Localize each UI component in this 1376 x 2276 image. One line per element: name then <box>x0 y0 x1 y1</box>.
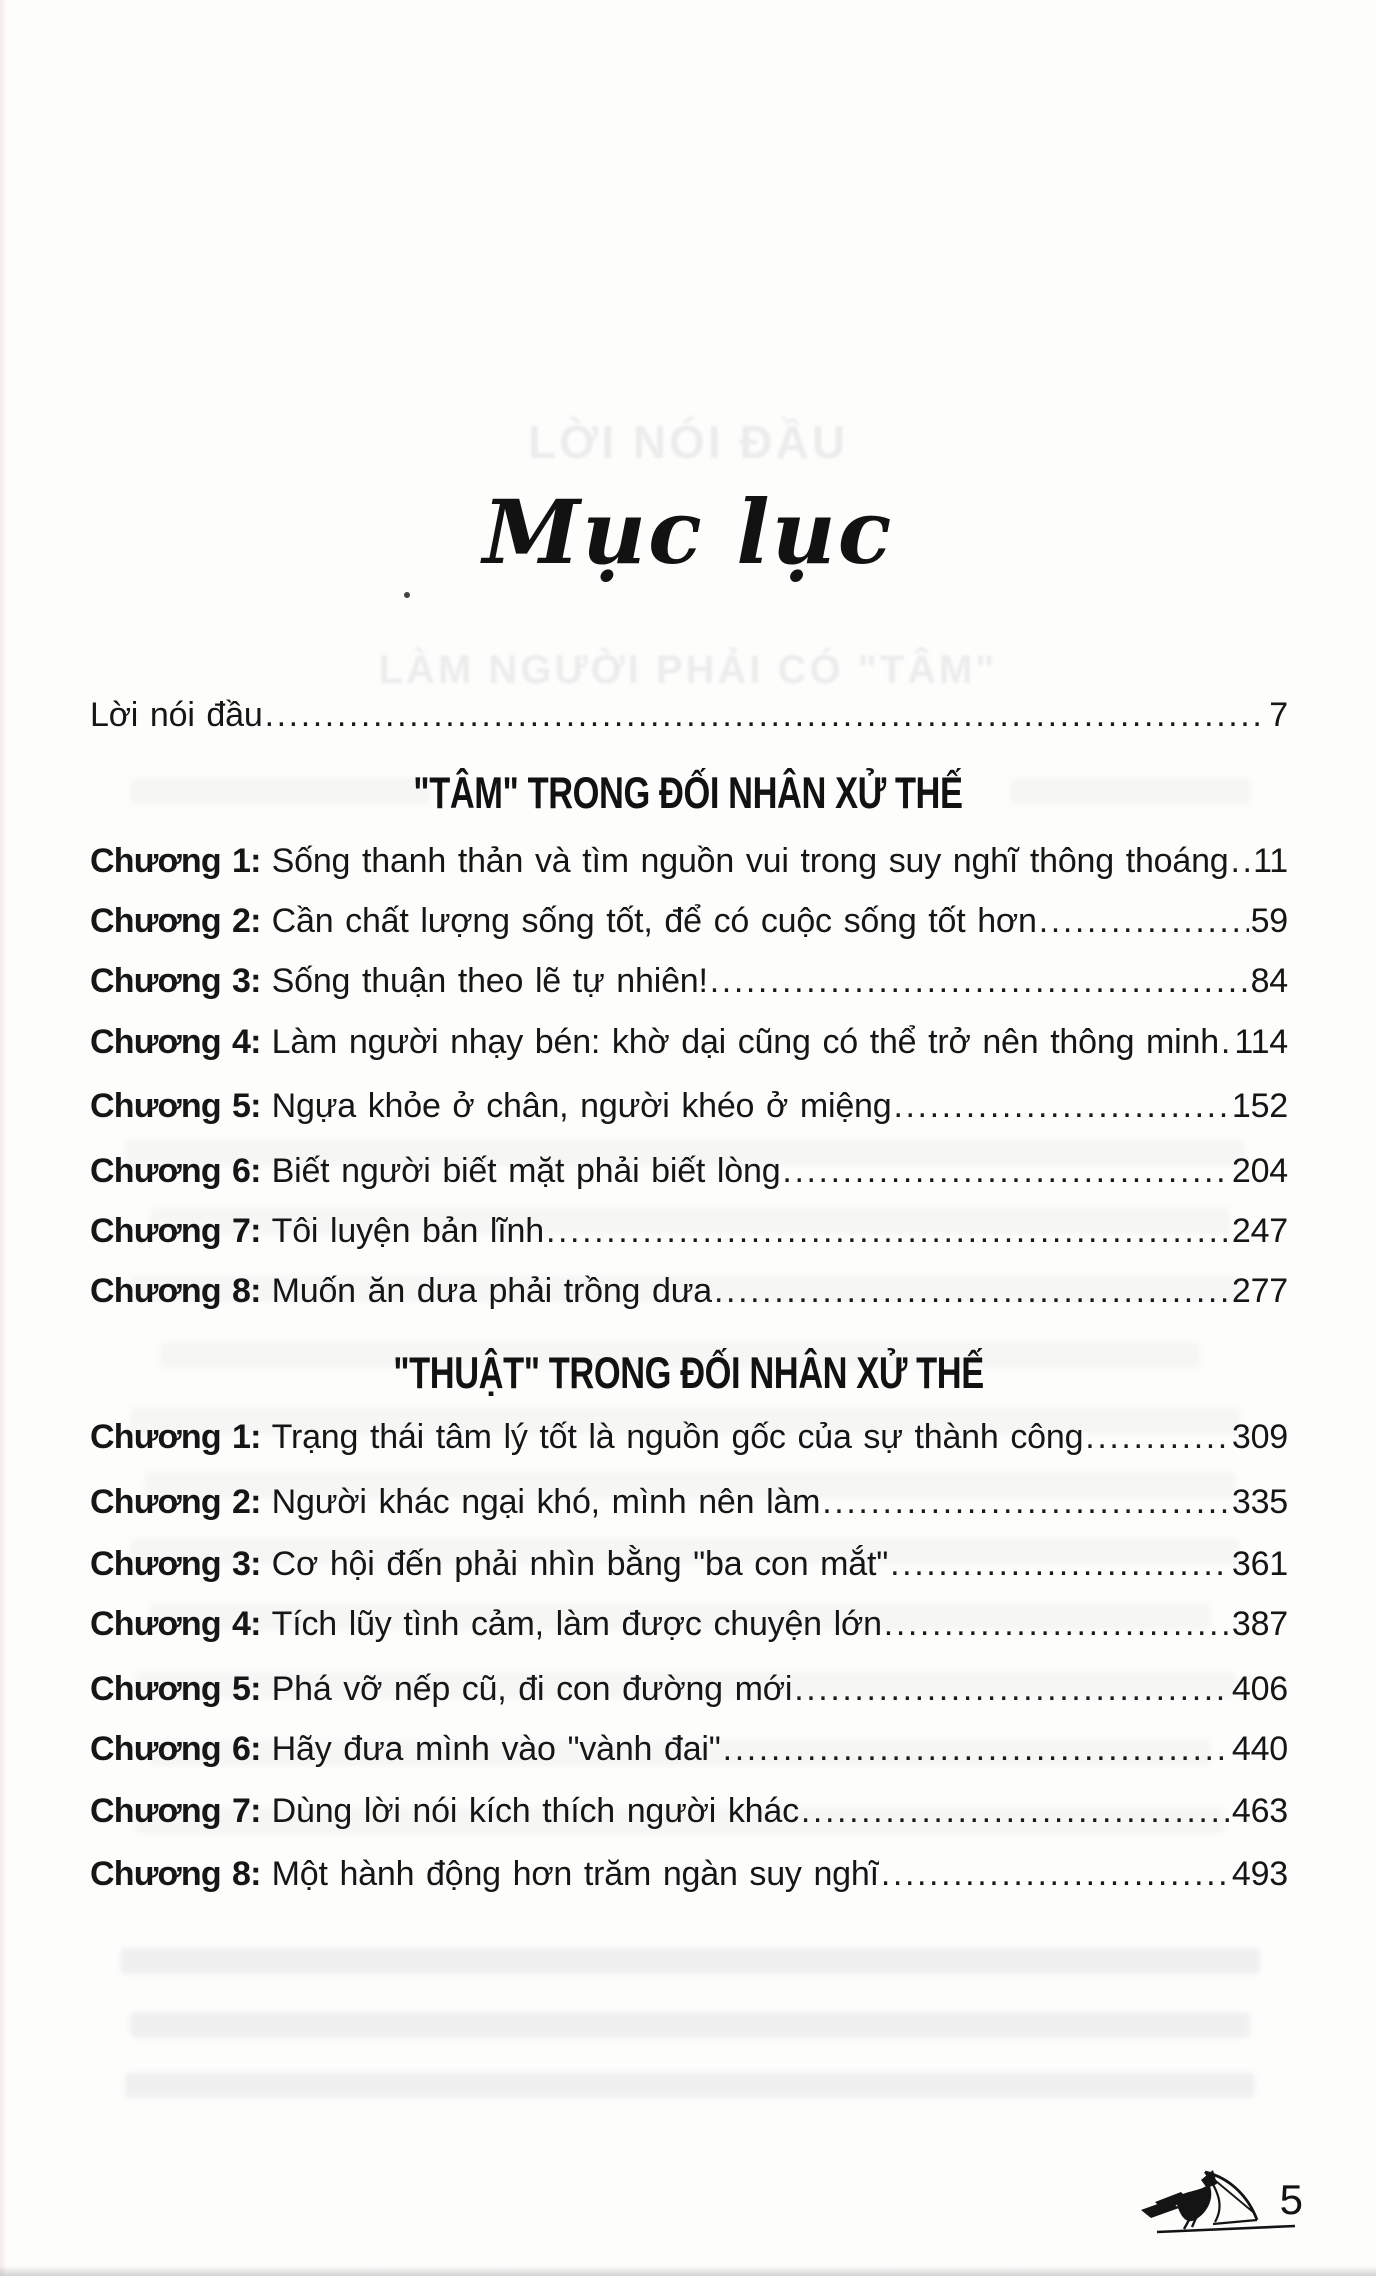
chapter-title: Sống thanh thản và tìm nguồn vui trong suy nghĩ thông thoáng <box>271 842 1229 880</box>
dot-leader <box>1221 1023 1232 1062</box>
bleedthrough-trace <box>130 2012 1250 2038</box>
section-heading: "THUẬT" TRONG ĐỐI NHÂN XỬ THẾ <box>392 1348 984 1398</box>
chapter-title: Phá vỡ nếp cũ, đi con đường mới <box>271 1670 793 1708</box>
dot-leader <box>890 1545 1230 1584</box>
page-footer-ornament <box>1135 2158 1310 2243</box>
chapter-title: Muốn ăn dưa phải trồng dưa <box>271 1272 712 1310</box>
toc-row <box>90 1212 1288 1256</box>
toc-row <box>90 1855 1288 1899</box>
dot-leader <box>794 1670 1230 1709</box>
chapter-title: Dùng lời nói kích thích người khác <box>271 1792 799 1830</box>
toc-row <box>90 902 1288 946</box>
chapter-title: Sống thuận theo lẽ tự nhiên! <box>271 962 708 1000</box>
chapter-title: Cơ hội đến phải nhìn bằng "ba con mắt" <box>271 1545 889 1583</box>
bleedthrough-trace <box>120 1948 1260 1974</box>
frontmatter-label: Lời nói đầu <box>90 696 263 734</box>
chapter-page-number: 152 <box>1231 1087 1288 1125</box>
chapter-label: Chương 4: <box>90 1023 261 1061</box>
chapter-page-number: 463 <box>1231 1792 1288 1830</box>
bleedthrough-text: LÀM NGƯỜI PHẢI CÓ "TÂM" <box>378 648 998 692</box>
chapter-page-number: 493 <box>1231 1855 1288 1893</box>
toc-row <box>90 1730 1288 1774</box>
page-number: 5 <box>1279 2176 1302 2223</box>
toc-row <box>90 1483 1288 1527</box>
toc-row <box>90 1272 1288 1316</box>
toc-row <box>90 962 1288 1006</box>
chapter-title: Tích lũy tình cảm, làm được chuyện lớn <box>271 1605 882 1643</box>
chapter-title: Biết người biết mặt phải biết lòng <box>271 1152 781 1190</box>
chapter-label: Chương 7: <box>90 1792 261 1830</box>
dot-leader <box>710 962 1249 1001</box>
chapter-label: Chương 8: <box>90 1855 261 1893</box>
dot-leader <box>893 1087 1229 1126</box>
scan-left-edge <box>0 0 7 2276</box>
chapter-title: Cần chất lượng sống tốt, để có cuộc sống tốt hơn <box>271 902 1037 940</box>
toc-row <box>90 1087 1288 1131</box>
chapter-page-number: 309 <box>1231 1418 1288 1456</box>
chapter-label: Chương 3: <box>90 962 261 1000</box>
dot-leader <box>881 1855 1230 1894</box>
chapter-title: Ngựa khỏe ở chân, người khéo ở miệng <box>271 1087 892 1125</box>
chapter-page-number: 247 <box>1231 1212 1288 1250</box>
dot-leader <box>265 696 1268 735</box>
chapter-label: Chương 1: <box>90 842 261 880</box>
toc-row-frontmatter <box>90 696 1288 740</box>
frontmatter-page-number: 7 <box>1269 696 1288 734</box>
chapter-page-number: 335 <box>1231 1483 1288 1521</box>
chapter-label: Chương 5: <box>90 1670 261 1708</box>
toc-row <box>90 1605 1288 1649</box>
chapter-label: Chương 4: <box>90 1605 261 1643</box>
chapter-title: Người khác ngại khó, mình nên làm <box>271 1483 821 1521</box>
chapter-label: Chương 6: <box>90 1730 261 1768</box>
toc-row <box>90 1670 1288 1714</box>
toc-row <box>90 1545 1288 1589</box>
scan-speck <box>404 592 410 598</box>
chapter-label: Chương 2: <box>90 1483 261 1521</box>
dot-leader <box>714 1272 1230 1311</box>
chapter-page-number: 361 <box>1231 1545 1288 1583</box>
dot-leader <box>782 1152 1229 1191</box>
toc-row <box>90 1023 1288 1067</box>
dot-leader <box>1231 842 1252 881</box>
toc-row <box>90 842 1288 886</box>
chapter-page-number: 440 <box>1231 1730 1288 1768</box>
page-title: Mục lục <box>482 480 894 584</box>
chapter-page-number: 59 <box>1250 902 1288 940</box>
bleedthrough-text: LỜI NÓI ĐẦU <box>527 416 849 468</box>
dot-leader <box>1085 1418 1230 1457</box>
chapter-label: Chương 3: <box>90 1545 261 1583</box>
dot-leader <box>723 1730 1230 1769</box>
chapter-title: Một hành động hơn trăm ngàn suy nghĩ <box>271 1855 879 1893</box>
chapter-page-number: 114 <box>1234 1023 1288 1061</box>
dot-leader <box>801 1792 1230 1831</box>
dot-leader <box>546 1212 1230 1251</box>
bleedthrough-trace <box>125 2072 1255 2098</box>
chapter-page-number: 387 <box>1231 1605 1288 1643</box>
toc-row <box>90 1792 1288 1836</box>
chapter-page-number: 204 <box>1231 1152 1288 1190</box>
chapter-page-number: 84 <box>1250 962 1288 1000</box>
dot-leader <box>1039 902 1249 941</box>
chapter-label: Chương 7: <box>90 1212 261 1250</box>
chapter-title: Làm người nhạy bén: khờ dại cũng có thể trở nên thông minh <box>271 1023 1219 1061</box>
chapter-page-number: 406 <box>1231 1670 1288 1708</box>
dot-leader <box>884 1605 1230 1644</box>
chapter-title: Trạng thái tâm lý tốt là nguồn gốc của sự thành công <box>271 1418 1084 1456</box>
chapter-page-number: 277 <box>1231 1272 1288 1310</box>
dot-leader <box>822 1483 1230 1522</box>
chapter-label: Chương 5: <box>90 1087 261 1125</box>
chapter-label: Chương 1: <box>90 1418 261 1456</box>
chapter-page-number: 11 <box>1253 842 1288 880</box>
chapter-label: Chương 2: <box>90 902 261 940</box>
toc-row <box>90 1418 1288 1462</box>
chapter-label: Chương 6: <box>90 1152 261 1190</box>
chapter-title: Tôi luyện bản lĩnh <box>271 1212 544 1250</box>
toc-row <box>90 1152 1288 1196</box>
scan-bottom-edge <box>0 2266 1376 2276</box>
chapter-title: Hãy đưa mình vào "vành đai" <box>271 1730 721 1768</box>
chapter-label: Chương 8: <box>90 1272 261 1310</box>
section-heading: "TÂM" TRONG ĐỐI NHÂN XỬ THẾ <box>413 768 963 818</box>
